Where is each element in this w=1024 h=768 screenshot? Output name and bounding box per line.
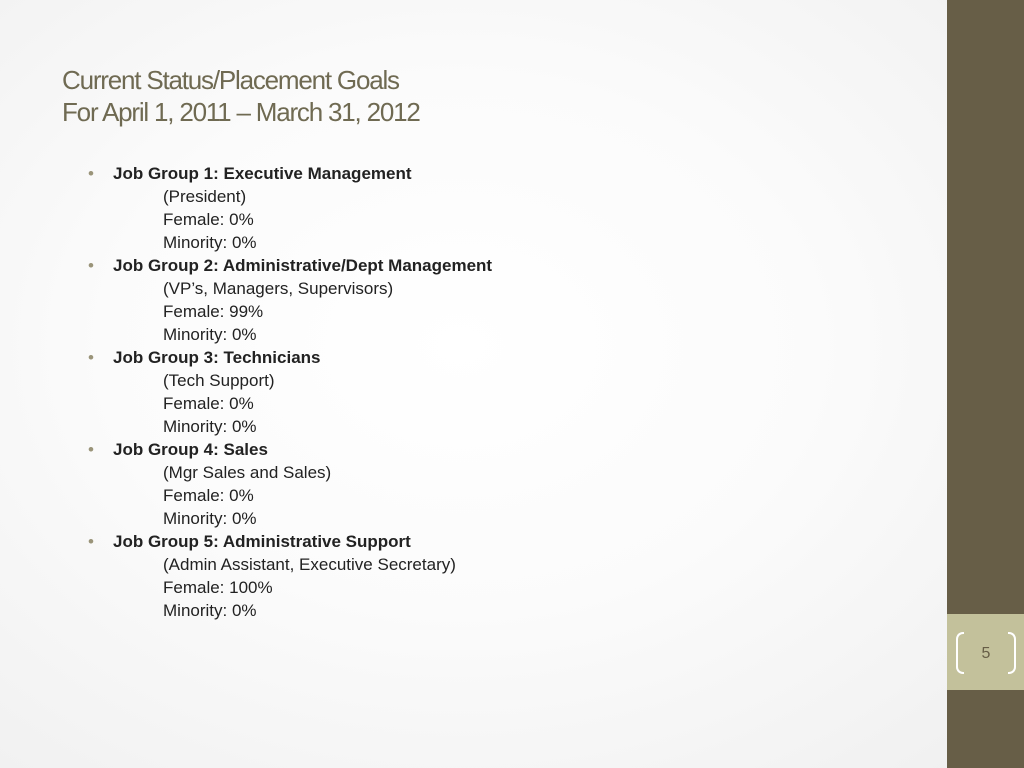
right-bracket-icon [1008,632,1016,674]
bullet-list [88,162,928,622]
female-percentage: Female: 0% [163,210,254,229]
bullet-icon: • [88,164,94,183]
bullet-icon: • [88,348,94,367]
job-group-subtitle: (Admin Assistant, Executive Secretary) [163,555,456,574]
female-percentage: Female: 0% [163,394,254,413]
job-group-title: Job Group 4: Sales [113,440,268,459]
job-group-title: Job Group 1: Executive Management [113,164,412,183]
minority-percentage: Minority: 0% [163,325,257,344]
left-bracket-icon [956,632,964,674]
job-group-subtitle: (Tech Support) [163,371,275,390]
job-group-heading [88,438,928,461]
minority-percentage: Minority: 0% [163,233,257,252]
job-group-subtitle: (Mgr Sales and Sales) [163,463,332,482]
job-group-heading [88,346,928,369]
job-group-subtitle: (President) [163,187,247,206]
job-group-2 [88,254,928,346]
title-line-1: Current Status/Placement Goals [62,65,399,95]
bullet-icon: • [88,532,94,551]
job-group-heading [88,162,928,185]
job-group-3 [88,346,928,438]
job-group-1 [88,162,928,254]
job-group-heading [88,254,928,277]
page-number: 5 [981,645,991,662]
minority-percentage: Minority: 0% [163,417,257,436]
job-group-title: Job Group 2: Administrative/Dept Management [113,256,493,275]
job-group-title: Job Group 3: Technicians [113,348,321,367]
job-group-heading [88,530,928,553]
job-group-4 [88,438,928,530]
female-percentage: Female: 0% [163,486,254,505]
slide-title [62,64,922,128]
bullet-icon: • [88,256,94,275]
female-percentage: Female: 100% [163,578,273,597]
title-line-2: For April 1, 2011 – March 31, 2012 [62,97,420,127]
female-percentage: Female: 99% [163,302,264,321]
job-group-subtitle: (VP’s, Managers, Supervisors) [163,279,394,298]
minority-percentage: Minority: 0% [163,509,257,528]
job-group-5 [88,530,928,622]
job-group-title: Job Group 5: Administrative Support [113,532,411,551]
bullet-icon: • [88,440,94,459]
minority-percentage: Minority: 0% [163,601,257,620]
